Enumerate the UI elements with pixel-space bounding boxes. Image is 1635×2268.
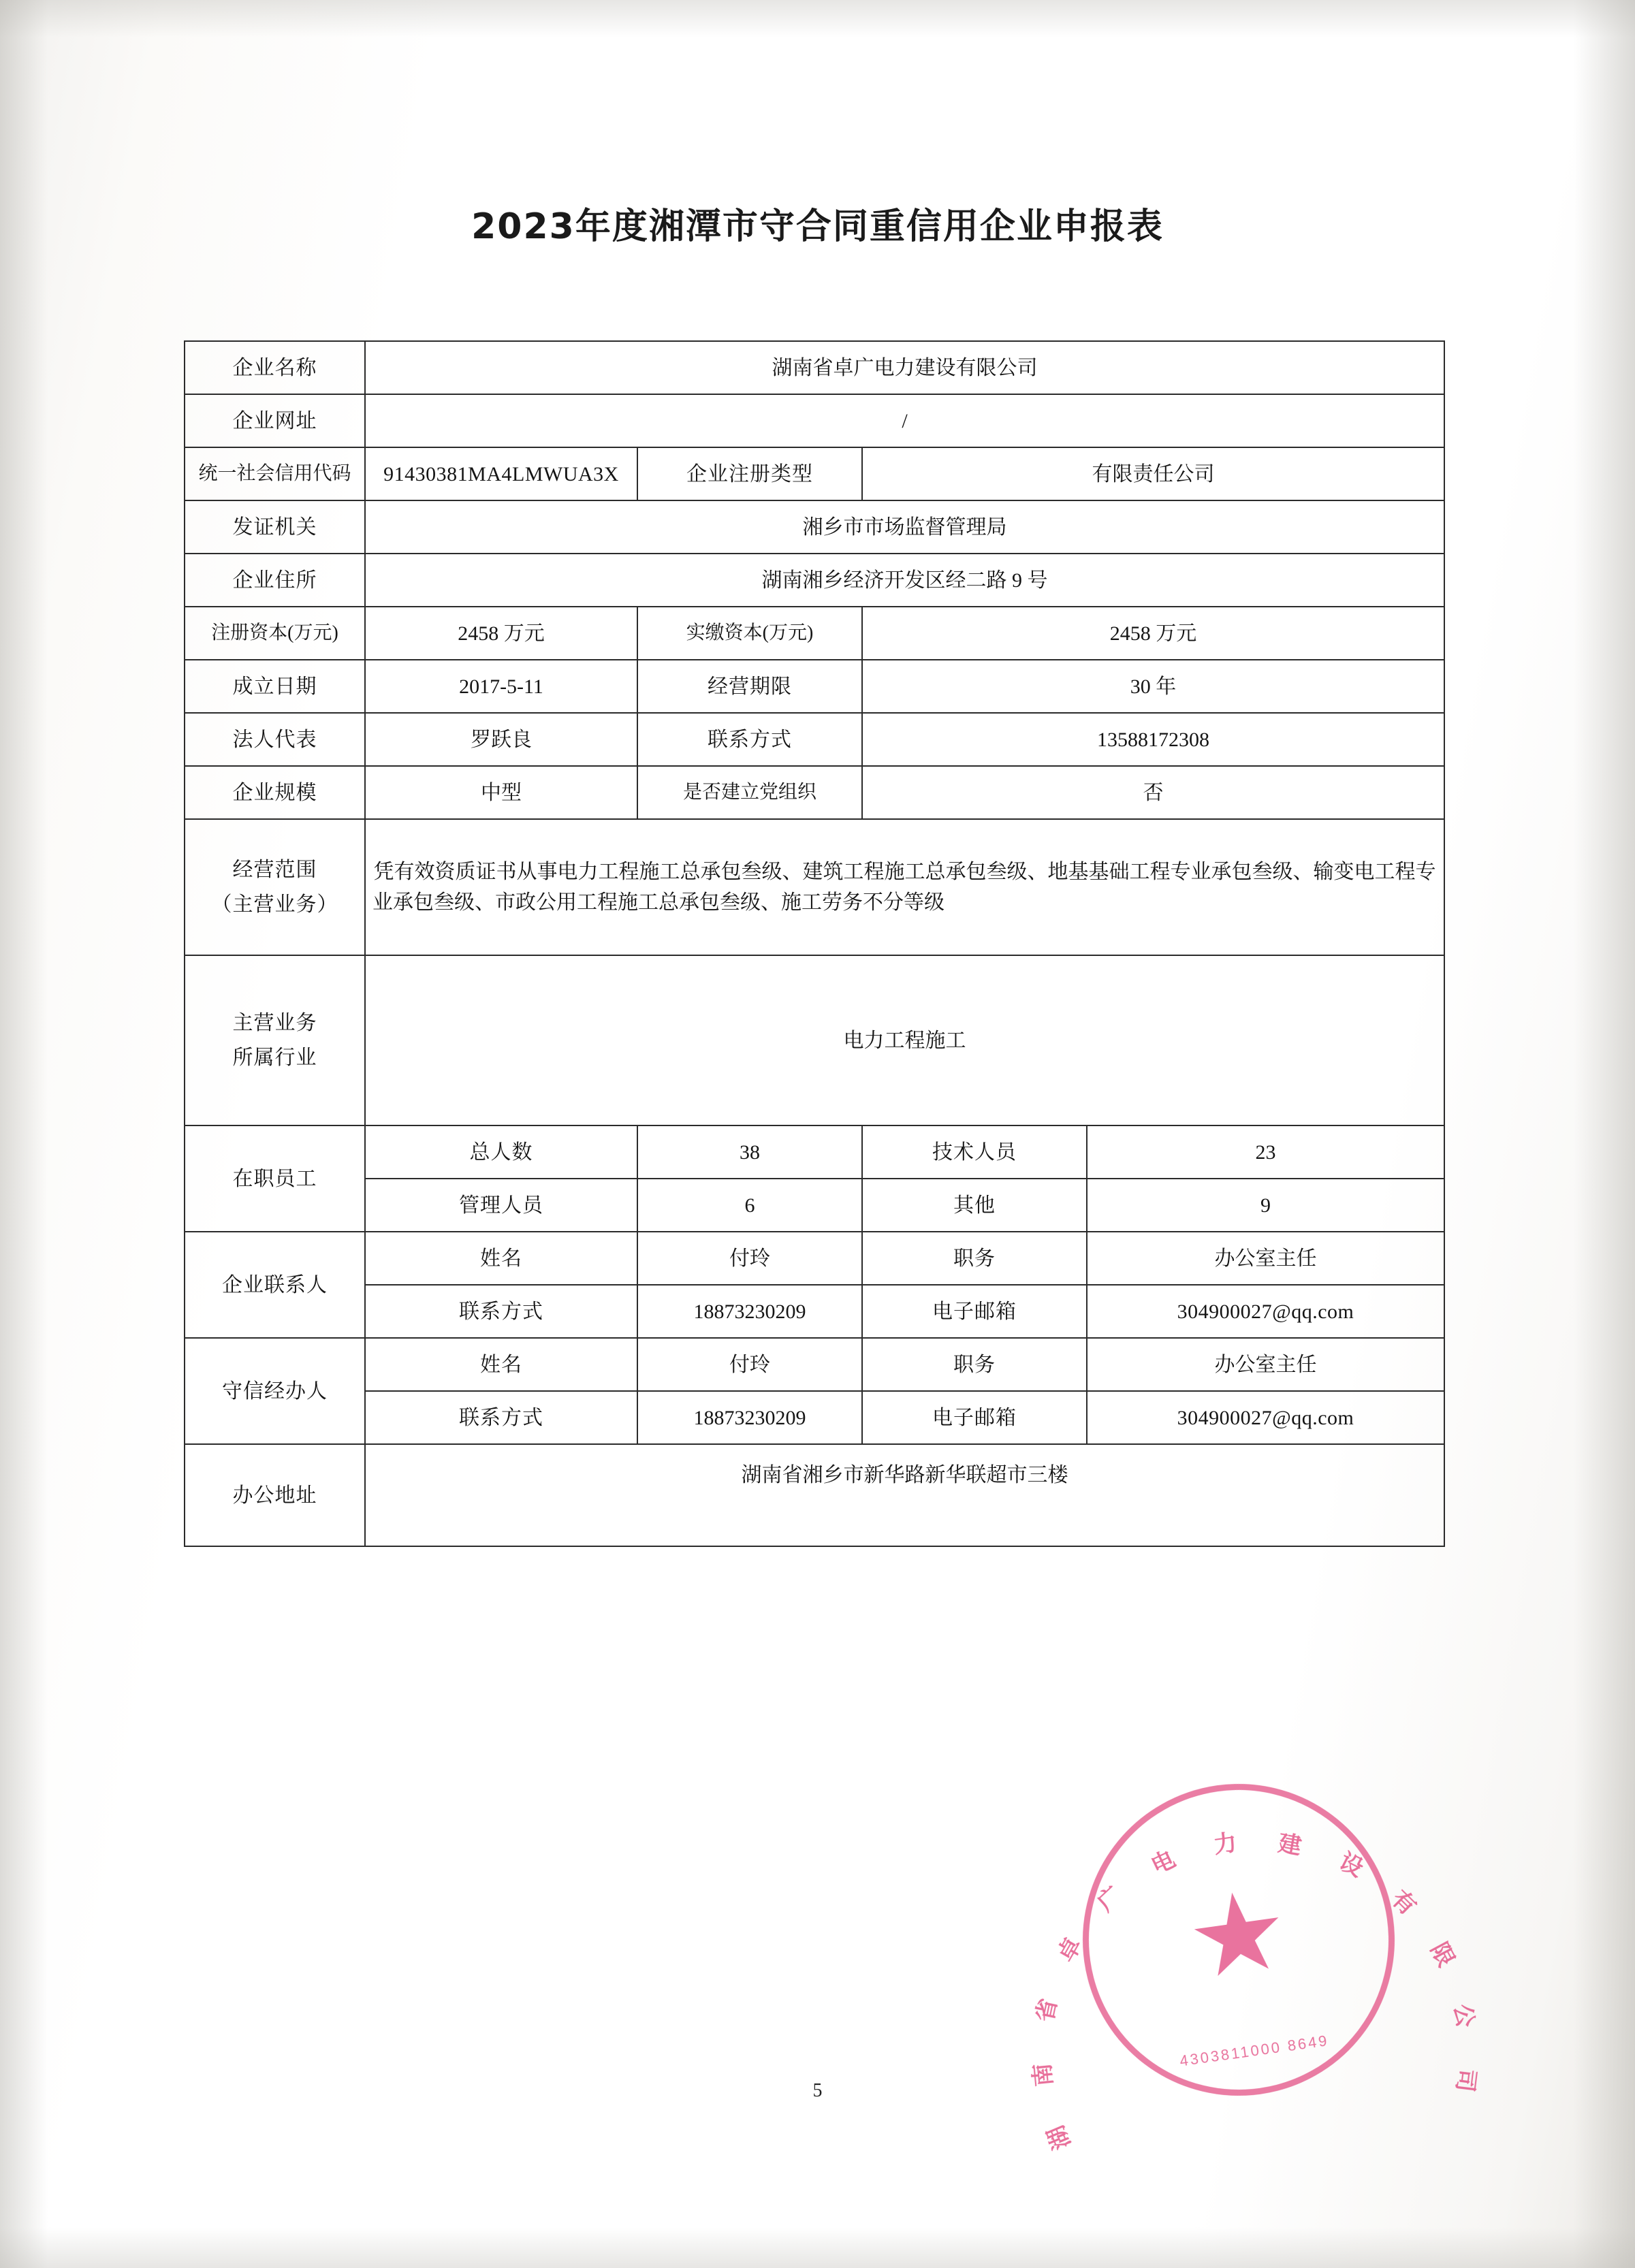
main-industry-label <box>185 955 365 1125</box>
contact-phone-value: 18873230209 <box>637 1285 862 1338</box>
scan-edge-shadow-bottom <box>0 2227 1635 2268</box>
website-value: / <box>365 394 1444 447</box>
paid-capital-label: 实缴资本(万元) <box>637 607 862 660</box>
company-scale-value: 中型 <box>365 766 637 819</box>
page-number: 5 <box>812 2080 823 2101</box>
contact-post-label: 职务 <box>862 1232 1087 1285</box>
business-scope-label <box>185 819 365 955</box>
scan-edge-shadow-top <box>0 0 1635 37</box>
issuing-authority-label: 发证机关 <box>185 500 365 554</box>
credit-code-label: 统一社会信用代码 <box>185 447 365 500</box>
legal-rep-value: 罗跃良 <box>365 713 637 766</box>
credit-code-value: 91430381MA4LMWUA3X <box>365 447 637 500</box>
paid-capital-value: 2458 万元 <box>862 607 1444 660</box>
company-contact-label: 企业联系人 <box>185 1232 365 1338</box>
company-seal-stamp <box>1028 1763 1481 2154</box>
table-row <box>185 766 1444 819</box>
table-row <box>185 1232 1444 1285</box>
main-industry-value: 电力工程施工 <box>365 955 1444 1125</box>
operating-period-value: 30 年 <box>862 660 1444 713</box>
table-row <box>185 394 1444 447</box>
office-address-label: 办公地址 <box>185 1444 365 1546</box>
website-label: 企业网址 <box>185 394 365 447</box>
company-declaration-table <box>184 340 1445 1547</box>
company-scale-label: 企业规模 <box>185 766 365 819</box>
business-scope-value: 凭有效资质证书从事电力工程施工总承包叁级、建筑工程施工总承包叁级、地基基础工程专业承包叁级、输变电工程专业承包叁级、市政公用工程施工总承包叁级、施工劳务不分等级 <box>365 819 1444 955</box>
staff-tech-value: 23 <box>1087 1125 1444 1179</box>
contact-email-value: 304900027@qq.com <box>1087 1285 1444 1338</box>
handler-post-value: 办公室主任 <box>1087 1338 1444 1391</box>
staff-total-label: 总人数 <box>365 1125 637 1179</box>
staff-mgmt-label: 管理人员 <box>365 1179 637 1232</box>
company-name-label: 企业名称 <box>185 341 365 394</box>
staff-mgmt-value: 6 <box>637 1179 862 1232</box>
staff-tech-label: 技术人员 <box>862 1125 1087 1179</box>
seal-top-text: 湖 南 省 卓 广 电 力 建 设 有 限 公 司 <box>1028 1829 1481 2154</box>
legal-contact-value: 13588172308 <box>862 713 1444 766</box>
table-row <box>185 955 1444 1125</box>
seal-bottom-text: 4303811000 8649 <box>1178 2032 1330 2070</box>
scan-edge-shadow-left <box>0 0 48 2268</box>
company-name-value: 湖南省卓广电力建设有限公司 <box>365 341 1444 394</box>
handler-name-value: 付玲 <box>637 1338 862 1391</box>
table-row <box>185 1179 1444 1232</box>
contact-email-label: 电子邮箱 <box>862 1285 1087 1338</box>
business-scope-label-line1: 经营范围 <box>232 859 317 881</box>
found-date-label: 成立日期 <box>185 660 365 713</box>
found-date-value: 2017-5-11 <box>365 660 637 713</box>
table-row <box>185 660 1444 713</box>
staff-other-label: 其他 <box>862 1179 1087 1232</box>
legal-contact-label: 联系方式 <box>637 713 862 766</box>
scan-edge-shadow-right <box>1574 0 1635 2268</box>
contact-name-label: 姓名 <box>365 1232 637 1285</box>
table-row <box>185 447 1444 500</box>
staff-other-value: 9 <box>1087 1179 1444 1232</box>
company-address-value: 湖南湘乡经济开发区经二路 9 号 <box>365 554 1444 607</box>
company-address-label: 企业住所 <box>185 554 365 607</box>
handler-phone-label: 联系方式 <box>365 1391 637 1444</box>
table-row <box>185 1285 1444 1338</box>
main-industry-label-line2: 所属行业 <box>232 1047 317 1069</box>
handler-email-label: 电子邮箱 <box>862 1391 1087 1444</box>
legal-rep-label: 法人代表 <box>185 713 365 766</box>
party-org-label: 是否建立党组织 <box>637 766 862 819</box>
handler-label: 守信经办人 <box>185 1338 365 1444</box>
table-row <box>185 554 1444 607</box>
table-row <box>185 713 1444 766</box>
registered-capital-label: 注册资本(万元) <box>185 607 365 660</box>
party-org-value: 否 <box>862 766 1444 819</box>
staff-total-value: 38 <box>637 1125 862 1179</box>
handler-phone-value: 18873230209 <box>637 1391 862 1444</box>
table-row <box>185 341 1444 394</box>
contact-phone-label: 联系方式 <box>365 1285 637 1338</box>
table-row <box>185 1338 1444 1391</box>
table-row <box>185 607 1444 660</box>
main-industry-label-line1: 主营业务 <box>232 1012 317 1034</box>
table-row <box>185 500 1444 554</box>
business-scope-label-line2: （主营业务） <box>211 893 338 916</box>
handler-name-label: 姓名 <box>365 1338 637 1391</box>
handler-email-value: 304900027@qq.com <box>1087 1391 1444 1444</box>
page-title: 2023年度湘潭市守合同重信用企业申报表 <box>471 206 1164 247</box>
table-row <box>185 1444 1444 1546</box>
registered-capital-value: 2458 万元 <box>365 607 637 660</box>
reg-type-value: 有限责任公司 <box>862 447 1444 500</box>
handler-post-label: 职务 <box>862 1338 1087 1391</box>
table-row <box>185 1125 1444 1179</box>
seal-star-icon <box>1188 1887 1288 1987</box>
issuing-authority-value: 湘乡市市场监督管理局 <box>365 500 1444 554</box>
staff-label: 在职员工 <box>185 1125 365 1232</box>
office-address-value: 湖南省湘乡市新华路新华联超市三楼 <box>365 1444 1444 1546</box>
table-row <box>185 819 1444 955</box>
reg-type-label: 企业注册类型 <box>637 447 862 500</box>
table-row <box>185 1391 1444 1444</box>
operating-period-label: 经营期限 <box>637 660 862 713</box>
contact-name-value: 付玲 <box>637 1232 862 1285</box>
contact-post-value: 办公室主任 <box>1087 1232 1444 1285</box>
